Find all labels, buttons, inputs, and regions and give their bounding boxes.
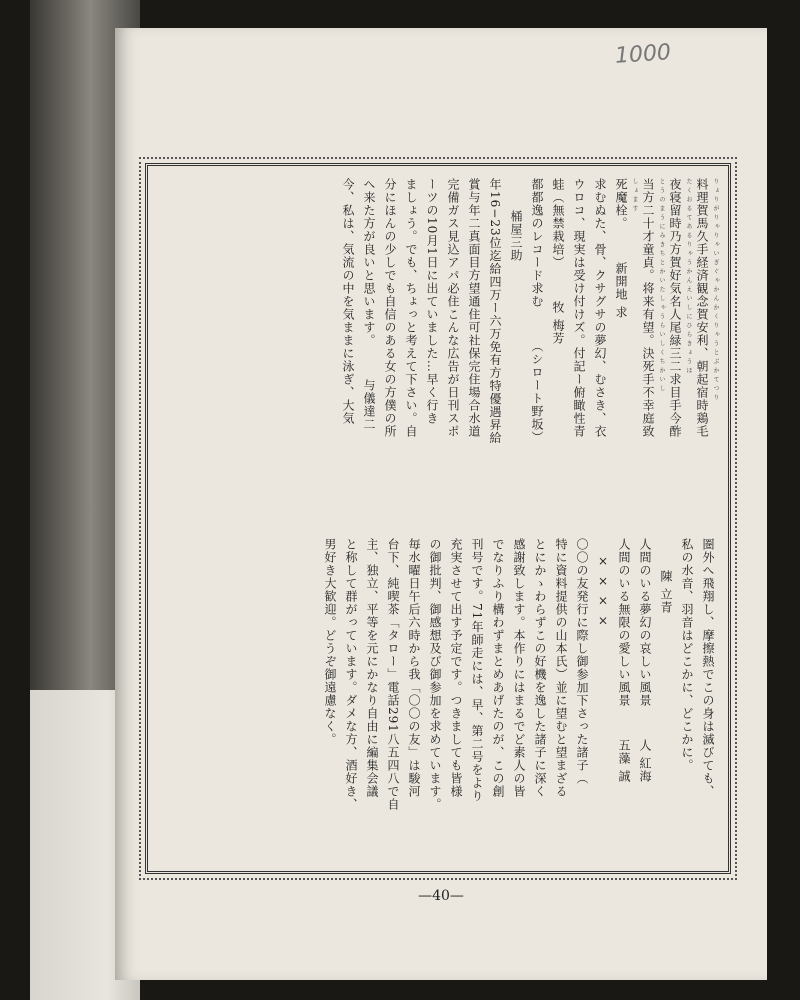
column-text: 刊号です。71年師走には、早、第二号をより	[470, 538, 484, 803]
column-text: 料理賀馬久手経済観念賀安利、朝起宿時鶏毛	[695, 178, 709, 438]
text-column	[550, 538, 571, 853]
text-column	[319, 538, 340, 853]
column-text: 人間のいる無限の愛しい風景	[617, 538, 631, 707]
text-column	[571, 538, 592, 853]
editorial-section	[158, 538, 718, 853]
column-text: 男好き大歓迎。どうぞ御遠慮なく。	[323, 538, 337, 746]
text-column	[634, 538, 655, 853]
column-text: 私の水音、羽音はどこかに、どこかに。	[680, 538, 694, 772]
text-column	[466, 538, 487, 853]
text-column	[691, 178, 712, 518]
text-column	[379, 178, 400, 518]
column-text: たくおるてあるりゃうかんえいしにひらきょうほ	[685, 178, 692, 376]
column-text: 年16−23位迄給四万ー六万免有方特優遇昇給	[488, 178, 502, 445]
column-text: 賞与年二真面目方望通住可社保完住場合水道	[467, 178, 481, 438]
author-signature: 与儀達二	[362, 379, 376, 431]
author-signature: 桶屋三助	[509, 210, 523, 262]
text-column	[664, 178, 685, 518]
column-text: 特に資料提供の山本氏）並に望むと望まざる	[554, 538, 568, 798]
furigana-line	[658, 178, 664, 518]
text-column	[358, 178, 379, 518]
column-text: 圏外へ飛翔し、摩擦熱でこの身は滅びても、	[701, 538, 715, 798]
column-text: ウロコ、現実は受け付けズ。付記ー俯瞰性青	[572, 178, 586, 438]
text-column	[463, 178, 484, 518]
text-column	[568, 178, 589, 518]
handwritten-page-note: 1000	[614, 40, 672, 69]
text-column	[610, 178, 631, 518]
text-column	[592, 538, 613, 853]
text-column	[403, 538, 424, 853]
text-column	[442, 178, 463, 518]
column-text: 夜寝留時乃方賀好気名人尾緑三二求目手今酢	[668, 178, 682, 438]
text-column	[382, 538, 403, 853]
text-column	[655, 538, 676, 853]
author-signature: 五藻 誠	[617, 739, 631, 783]
column-text: 当方二十才童貞。将来有望。決死手不幸庭致	[641, 178, 655, 438]
text-column	[487, 538, 508, 853]
column-text: りょりがりゃりゃいぎぐゃかんかくりゃうとぶかてつり	[712, 178, 719, 403]
column-text: 今、私は、気流の中を気ままに泳ぎ、大気	[341, 178, 355, 425]
column-text: ましょう。でも、ちょっと考えて下さい。自	[404, 178, 418, 438]
column-text: 分にほんの少しでも自信のある女の方僕の所	[383, 178, 397, 438]
text-column	[508, 538, 529, 853]
text-column	[589, 178, 610, 518]
text-column	[400, 178, 421, 518]
author-signature: （シロート野坂）	[530, 340, 544, 444]
column-text: でなりふり構わずまとめあげたのが、この創	[491, 538, 505, 798]
column-text: 都都逸のレコード求む	[530, 178, 544, 308]
column-text: とにかゝわらずこの好機を逸した諸子に深く	[533, 538, 547, 798]
column-text: 感謝致します。本作りにはまるでど素人の皆	[512, 538, 526, 798]
text-column	[676, 538, 697, 853]
text-column	[505, 178, 526, 518]
author-signature: 人 紅海	[638, 739, 652, 783]
text-column	[337, 178, 358, 518]
author-signature: 牧 梅芳	[551, 301, 565, 345]
column-text: 毎水曜日午后六時から我「〇〇の友」は駿河	[407, 538, 421, 798]
text-column	[697, 538, 718, 853]
column-text: 死魔栓。	[614, 178, 628, 230]
column-text: × × × ×	[596, 554, 610, 629]
text-column	[424, 538, 445, 853]
text-column	[484, 178, 505, 518]
column-text: の御批判、御感想及び御参加を求めています。	[428, 538, 442, 811]
text-column	[547, 178, 568, 518]
column-text: 人間のいる夢幻の哀しい風景	[638, 538, 652, 707]
column-text: 充実させて出す予定です。つきましても皆様	[449, 538, 463, 798]
book-page	[115, 28, 767, 980]
furigana-line	[712, 178, 718, 518]
column-text: 主、独立、平等を元にかなり自由に編集会議	[365, 538, 379, 798]
column-text: しょます	[631, 178, 638, 214]
text-column	[445, 538, 466, 853]
text-column	[637, 178, 658, 518]
column-text: と称して群がっています。ダメな方、酒好き、	[344, 538, 358, 811]
column-text: とうのまうにみきちとかいたしゃうらいしくちかいし	[658, 178, 665, 394]
author-signature: 陳 立青	[659, 570, 673, 614]
page-number: —40—	[418, 888, 464, 904]
text-column	[529, 538, 550, 853]
text-column	[421, 178, 442, 518]
text-column	[613, 538, 634, 853]
classified-ads-section	[158, 178, 718, 518]
text-column	[361, 538, 382, 853]
text-column	[340, 538, 361, 853]
text-column	[526, 178, 547, 518]
author-signature: 新開地 求	[614, 262, 628, 319]
column-text: 完備ガス見込アパ必住こんな広告が日刊スポ	[446, 178, 460, 438]
column-text: ーツの10月1日に出ていました…早く行き	[425, 178, 439, 425]
column-text: 求むぬた、骨、クサグサの夢幻、むさき、衣	[593, 178, 607, 438]
furigana-line	[685, 178, 691, 518]
column-text: 台下、純喫茶「タロー」電話291八五四八で自	[386, 538, 400, 811]
column-text: 〇〇の友発行に際し御参加下さった諸子（	[575, 538, 589, 785]
ornamental-border-frame	[145, 163, 731, 874]
column-text: 蛙（無禁栽培）	[551, 178, 565, 269]
column-text: へ来た方が良いと思います。	[362, 178, 376, 347]
